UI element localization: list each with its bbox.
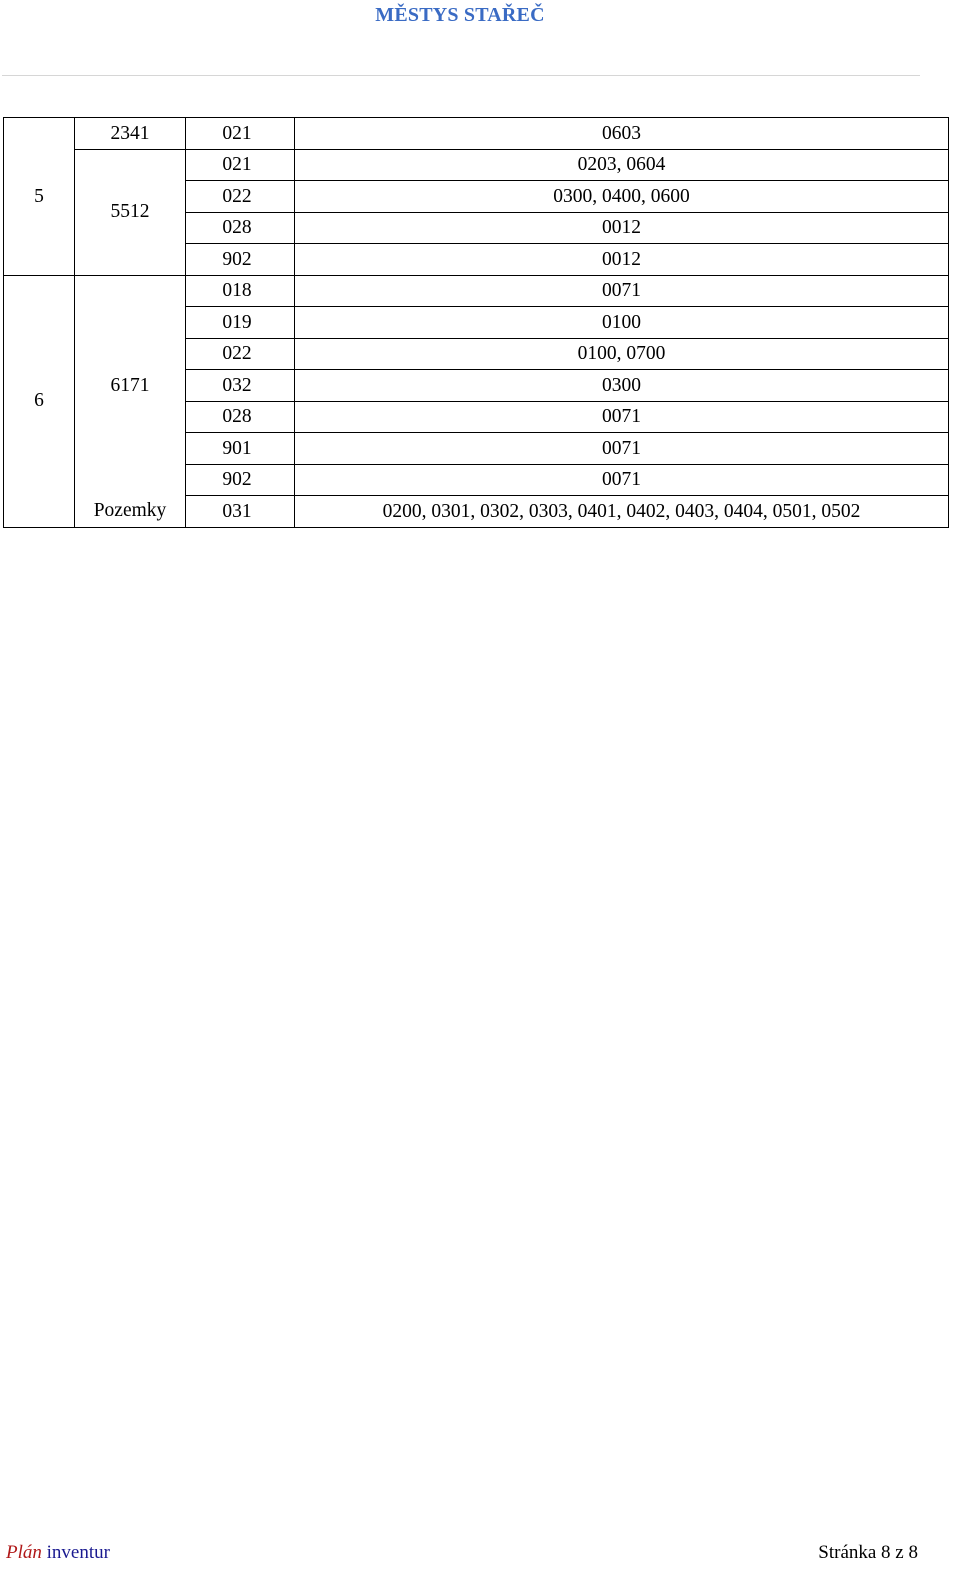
codes-cell: 0200, 0301, 0302, 0303, 0401, 0402, 0403, 0404, 0501, 0502 bbox=[295, 496, 949, 528]
table-row bbox=[4, 275, 949, 307]
account-cell: 022 bbox=[186, 181, 295, 213]
account-cell: 901 bbox=[186, 433, 295, 465]
footer-rest: inventur bbox=[41, 1542, 110, 1563]
group-cell: 5 bbox=[4, 118, 75, 276]
account-cell: 028 bbox=[186, 401, 295, 433]
codes-cell: 0203, 0604 bbox=[295, 149, 949, 181]
account-cell: 902 bbox=[186, 244, 295, 276]
codes-cell: 0071 bbox=[295, 433, 949, 465]
table-row bbox=[4, 149, 949, 181]
account-cell: 018 bbox=[186, 275, 295, 307]
group-cell bbox=[4, 275, 75, 527]
codes-cell: 0300, 0400, 0600 bbox=[295, 181, 949, 213]
codes-cell: 0071 bbox=[295, 464, 949, 496]
subgroup-label: 6171 bbox=[110, 374, 150, 396]
codes-cell: 0071 bbox=[295, 275, 949, 307]
page-header-title: MĚSTYS STAŘEČ bbox=[375, 4, 545, 26]
account-cell: 032 bbox=[186, 370, 295, 402]
subgroup-cell bbox=[75, 275, 186, 496]
subgroup-cell: Pozemky bbox=[75, 496, 186, 528]
subgroup-cell bbox=[75, 149, 186, 275]
subgroup-cell: 2341 bbox=[75, 118, 186, 150]
footer-document-name bbox=[6, 1542, 110, 1564]
codes-cell: 0071 bbox=[295, 401, 949, 433]
codes-cell: 0012 bbox=[295, 244, 949, 276]
footer-page-number: Stránka 8 z 8 bbox=[818, 1542, 918, 1563]
inventory-plan-table bbox=[3, 117, 949, 528]
account-cell: 902 bbox=[186, 464, 295, 496]
header-divider bbox=[2, 75, 920, 76]
subgroup-label: 5512 bbox=[110, 201, 150, 223]
account-cell: 021 bbox=[186, 118, 295, 150]
codes-cell: 0603 bbox=[295, 118, 949, 150]
codes-cell: 0100, 0700 bbox=[295, 338, 949, 370]
table-row bbox=[4, 118, 949, 150]
account-cell: 021 bbox=[186, 149, 295, 181]
account-cell: 022 bbox=[186, 338, 295, 370]
codes-cell: 0300 bbox=[295, 370, 949, 402]
account-cell: 031 bbox=[186, 496, 295, 528]
account-cell: 028 bbox=[186, 212, 295, 244]
account-cell: 019 bbox=[186, 307, 295, 339]
codes-cell: 0100 bbox=[295, 307, 949, 339]
footer-italic-word: Plán bbox=[6, 1542, 42, 1563]
codes-cell: 0012 bbox=[295, 212, 949, 244]
group-label: 6 bbox=[34, 390, 44, 412]
table-row bbox=[4, 496, 949, 528]
